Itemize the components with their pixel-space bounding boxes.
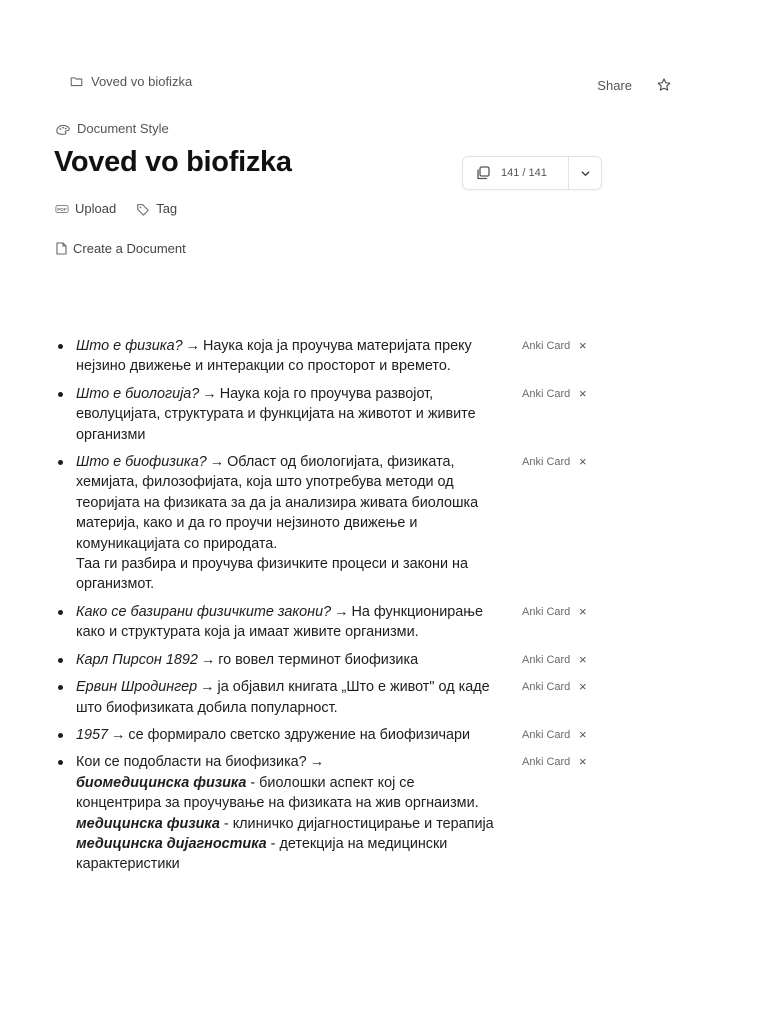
card-question: Како се базирани физичките закони? xyxy=(76,603,332,620)
anki-card-label[interactable]: Anki Card xyxy=(522,728,571,741)
card-counter xyxy=(462,156,602,190)
close-icon[interactable]: × xyxy=(579,603,587,619)
folder-icon xyxy=(70,75,83,88)
arrow-icon: → xyxy=(111,726,126,743)
close-icon[interactable]: × xyxy=(579,651,587,667)
list-item xyxy=(58,650,598,670)
card-question: Кои се подобласти на биофизика? xyxy=(76,754,307,771)
upload-label: Upload xyxy=(75,201,117,216)
close-icon[interactable]: × xyxy=(579,385,587,401)
card-text xyxy=(76,452,498,595)
card-question: Што е биофизика? xyxy=(76,454,207,471)
create-document-button[interactable] xyxy=(56,241,186,256)
card-answer-extra: Таа ги разбира и проучува физичките процеси и закони на организмот. xyxy=(76,556,468,593)
card-text xyxy=(76,602,498,643)
anki-card-list xyxy=(58,336,598,882)
card-text xyxy=(76,384,498,445)
subfield-term: медицинска дијагностика xyxy=(76,835,267,852)
card-text xyxy=(76,752,498,874)
bullet xyxy=(58,610,63,615)
pdf-icon xyxy=(55,202,69,216)
document-icon xyxy=(56,242,67,255)
breadcrumb-label: Voved vo biofizka xyxy=(91,74,193,89)
list-item xyxy=(58,384,598,445)
card-answer: На функционирање како и структурата која ја имаат живите организми. xyxy=(76,603,483,641)
close-icon[interactable]: × xyxy=(579,454,587,470)
create-document-label: Create a Document xyxy=(73,241,186,256)
anki-card-label[interactable]: Anki Card xyxy=(522,605,571,618)
bullet xyxy=(58,658,63,663)
subfield-item xyxy=(76,814,498,834)
list-item xyxy=(58,752,598,874)
anki-card-label[interactable]: Anki Card xyxy=(522,387,571,400)
tag-icon xyxy=(136,202,150,216)
arrow-icon: → xyxy=(200,679,215,696)
anki-card-label[interactable]: Anki Card xyxy=(522,756,571,769)
card-question: Што е физика? xyxy=(76,338,183,354)
anki-card-label[interactable]: Anki Card xyxy=(522,681,571,694)
arrow-icon: → xyxy=(185,338,200,354)
list-item xyxy=(58,677,598,718)
card-question: Карл Пирсон 1892 xyxy=(76,651,198,668)
arrow-icon: → xyxy=(202,385,217,402)
palette-icon xyxy=(55,122,71,136)
subfield-item xyxy=(76,834,498,875)
page-title: Voved vo biofizka xyxy=(54,146,292,178)
card-question: 1957 xyxy=(76,726,109,743)
list-item xyxy=(58,602,598,643)
card-answer: Област од биологијата, физиката, хемијата, филозофијата, која што употребува методи од теоријата на физиката за да ја анализира живата биолошка материја, како и да го проучи нејзиното движење и комуникацијата со природата. xyxy=(76,454,479,552)
close-icon[interactable]: × xyxy=(579,338,587,353)
anki-card-label[interactable]: Anki Card xyxy=(522,653,571,666)
list-item xyxy=(58,336,598,377)
subfield-term: биомедицинска физика xyxy=(76,774,247,791)
upload-button[interactable] xyxy=(55,201,116,216)
document-style-label: Document Style xyxy=(77,121,169,136)
card-answer: Наука која го проучува развојот, еволуцијата, структурата и функцијата на животот и живите организми xyxy=(76,385,476,443)
close-icon[interactable]: × xyxy=(579,679,587,695)
tag-button[interactable] xyxy=(136,201,177,216)
bullet xyxy=(58,733,63,738)
top-bar xyxy=(70,74,668,98)
bullet xyxy=(58,344,63,349)
card-text xyxy=(76,725,498,745)
arrow-icon: → xyxy=(200,651,216,668)
share-button[interactable]: Share xyxy=(597,78,632,93)
subfield-desc: - биолошки аспект кој се концентрира за проучување на физиката на жив оргнаизми. xyxy=(76,774,479,812)
svg-text:PDF: PDF xyxy=(57,207,67,213)
card-text xyxy=(76,650,498,670)
chevron-down-icon xyxy=(580,168,591,179)
list-item xyxy=(58,725,598,745)
breadcrumb[interactable] xyxy=(70,74,192,89)
card-text xyxy=(76,677,498,718)
subfield-term: медицинска физика xyxy=(76,815,220,832)
copy-cards-icon xyxy=(475,165,491,181)
bullet xyxy=(58,392,63,397)
card-answer: се формирало светско здружение на биофизичари xyxy=(128,726,471,743)
action-row xyxy=(55,201,177,216)
card-counter-button[interactable] xyxy=(463,157,568,189)
subfield-desc: - детекција на медицински карактеристики xyxy=(76,835,448,873)
subfield-desc: - клиничко дијагностицирање и терапија xyxy=(219,815,494,832)
close-icon[interactable]: × xyxy=(579,726,587,742)
close-icon[interactable]: × xyxy=(579,754,587,770)
card-question: Што е биологија? xyxy=(76,385,200,402)
bullet xyxy=(58,760,63,765)
anki-card-label[interactable]: Anki Card xyxy=(522,340,571,352)
counter-dropdown-button[interactable] xyxy=(569,157,601,189)
tag-label: Tag xyxy=(156,201,178,216)
card-text xyxy=(76,336,498,377)
bullet xyxy=(58,460,63,465)
arrow-icon: → xyxy=(334,603,349,620)
bullet xyxy=(58,685,63,690)
star-icon[interactable] xyxy=(656,77,672,93)
card-answer: го вовел терминот биофизика xyxy=(218,651,419,668)
document-style-button[interactable] xyxy=(55,121,169,136)
subfield-item xyxy=(76,773,498,814)
card-question: Ервин Шродингер xyxy=(76,679,198,696)
anki-card-label[interactable]: Anki Card xyxy=(522,456,571,469)
arrow-icon: → xyxy=(209,454,225,471)
card-answer: Наука која ја проучува материјата преку нејзино движење и интеракции со просторот и времето. xyxy=(76,338,472,375)
list-item xyxy=(58,452,598,595)
card-counter-value: 141 / 141 xyxy=(501,167,547,179)
arrow-icon: → xyxy=(309,754,325,771)
card-answer: ја објавил книгата „Што е живот" од каде што биофизиката добила популарност. xyxy=(76,679,490,716)
